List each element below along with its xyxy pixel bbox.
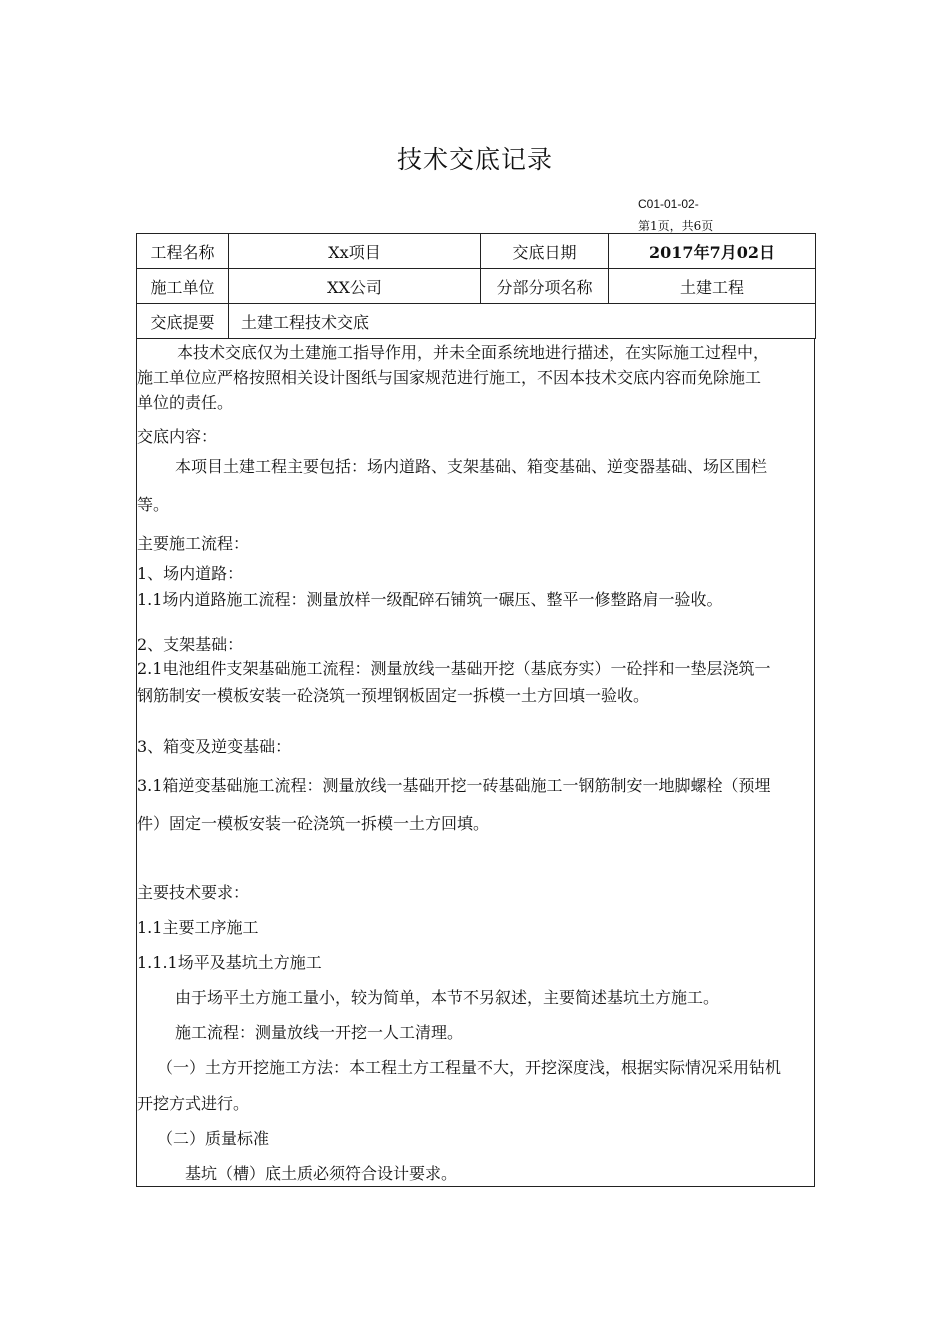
body-line: 基坑（槽）底土质必须符合设计要求。 xyxy=(185,1164,458,1183)
body-line: 交底内容： xyxy=(137,427,218,446)
unit-label: 施工单位 xyxy=(137,269,229,304)
header-row-summary xyxy=(137,304,816,339)
body-line: （一）土方开挖施工方法：本工程土方工程量不大，开挖深度浅，根据实际情况采用钻机 xyxy=(157,1058,782,1077)
body-line: （二）质量标准 xyxy=(157,1129,270,1148)
body-line: 1.1主要工序施工 xyxy=(137,918,259,937)
division-label: 分部分项名称 xyxy=(481,269,609,304)
body-line: 1、场内道路： xyxy=(137,564,244,583)
body-line: 1.1场内道路施工流程：测量放样一级配碎石铺筑一碾压、整平一修整路肩一验收。 xyxy=(137,590,723,609)
body-line: 施工单位应严格按照相关设计图纸与国家规范进行施工，不因本技术交底内容而免除施工 xyxy=(137,368,762,387)
body-line: 钢筋制安一模板安装一砼浇筑一预埋钢板固定一拆模一土方回填一验收。 xyxy=(137,686,650,705)
body-line: 主要施工流程： xyxy=(137,534,250,553)
body-line: 3.1箱逆变基础施工流程：测量放线一基础开挖一砖基础施工一钢筋制安一地脚螺栓（预埋 xyxy=(137,776,771,795)
date-label: 交底日期 xyxy=(481,234,609,269)
date-value: 2017年7月02日 xyxy=(609,234,816,269)
body-line: 等。 xyxy=(137,495,170,514)
body-line: 单位的责任。 xyxy=(137,393,234,412)
body-line: 件）固定一模板安装一砼浇筑一拆模一土方回填。 xyxy=(137,814,490,833)
document-code: C01-01-02- xyxy=(638,197,699,211)
page-info: 第1页，共6页 xyxy=(638,219,714,233)
body-line: 本项目土建工程主要包括：场内道路、支架基础、箱变基础、逆变器基础、场区围栏 xyxy=(175,457,768,476)
unit-value: XX公司 xyxy=(229,269,481,304)
body-line: 主要技术要求： xyxy=(137,883,250,902)
body-line: 由于场平土方施工量小，较为简单，本节不另叙述，主要简述基坑土方施工。 xyxy=(175,988,720,1007)
summary-value: 土建工程技术交底 xyxy=(229,304,816,339)
project-label: 工程名称 xyxy=(137,234,229,269)
document-title: 技术交底记录 xyxy=(396,145,553,174)
body-content xyxy=(136,338,815,1187)
division-value: 土建工程 xyxy=(609,269,816,304)
body-line: 本技术交底仅为土建施工指导作用，并未全面系统地进行描述，在实际施工过程中， xyxy=(177,343,770,362)
project-value: Xx项目 xyxy=(229,234,481,269)
header-row-project xyxy=(137,234,816,269)
body-line: 1.1.1场平及基坑土方施工 xyxy=(137,953,322,972)
body-line: 2.1电池组件支架基础施工流程：测量放线一基础开挖（基底夯实）一砼拌和一垫层浇筑一 xyxy=(137,659,771,678)
body-line: 施工流程：测量放线一开挖一人工清理。 xyxy=(175,1023,464,1042)
body-line: 开挖方式进行。 xyxy=(137,1094,250,1113)
header-table xyxy=(136,233,816,339)
header-row-unit xyxy=(137,269,816,304)
body-line: 2、支架基础： xyxy=(137,635,244,654)
body-line: 3、箱变及逆变基础： xyxy=(137,737,292,756)
summary-label: 交底提要 xyxy=(137,304,229,339)
